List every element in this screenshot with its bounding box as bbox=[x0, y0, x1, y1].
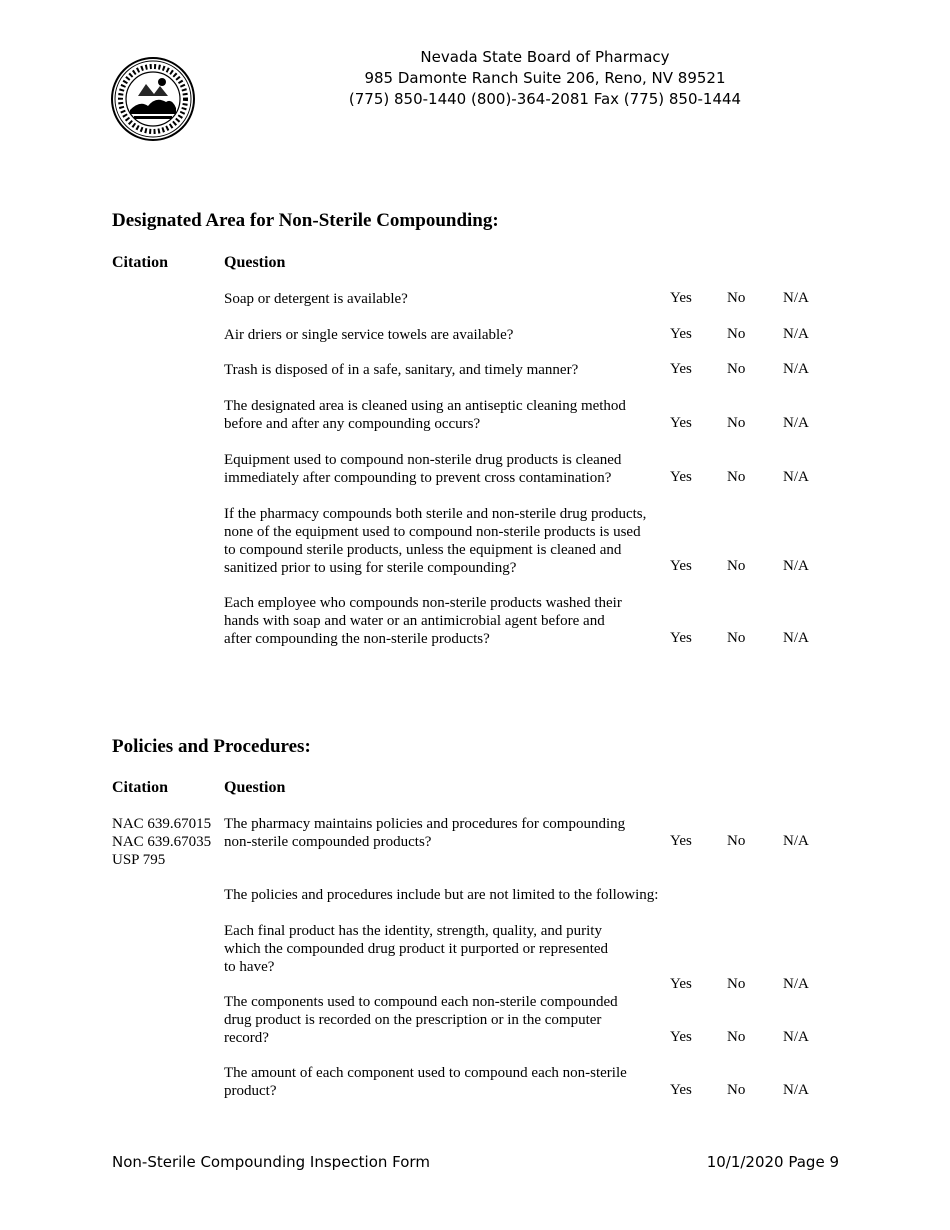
policies-intro-text: The policies and procedures include but are not limited to the following: bbox=[224, 887, 659, 903]
question-text: Each final product has the identity, strength, quality, and purity which the compounded drug product it purported or represented to have? bbox=[224, 923, 609, 975]
citation-header: Citation bbox=[112, 779, 168, 796]
question-header: Question bbox=[224, 254, 286, 271]
yes-option[interactable]: Yes bbox=[670, 290, 692, 306]
board-address: 985 Damonte Ranch Suite 206, Reno, NV 89521 bbox=[364, 69, 726, 87]
board-phones: (775) 850-1440 (800)-364-2081 Fax (775) 850-1444 bbox=[348, 90, 742, 108]
question-header: Question bbox=[224, 779, 286, 796]
yes-option[interactable]: Yes bbox=[670, 558, 692, 574]
yes-option[interactable]: Yes bbox=[670, 326, 692, 342]
yes-option[interactable]: Yes bbox=[670, 1082, 692, 1098]
question-text: The pharmacy maintains policies and procedures for compounding non-sterile compounded products? bbox=[224, 816, 626, 850]
no-option[interactable]: No bbox=[727, 558, 746, 574]
question-text: The designated area is cleaned using an antiseptic cleaning method before and after any compounding occurs? bbox=[224, 398, 626, 432]
no-option[interactable]: No bbox=[727, 833, 746, 849]
yes-option[interactable]: Yes bbox=[670, 1029, 692, 1045]
no-option[interactable]: No bbox=[727, 415, 746, 431]
letterhead bbox=[250, 47, 840, 110]
footer-form-name: Non-Sterile Compounding Inspection Form bbox=[112, 1153, 430, 1171]
question-text: The amount of each component used to compound each non-sterile product? bbox=[224, 1065, 627, 1099]
no-option[interactable]: No bbox=[727, 326, 746, 342]
board-name: Nevada State Board of Pharmacy bbox=[420, 48, 670, 66]
citation-header: Citation bbox=[112, 254, 168, 271]
no-option[interactable]: No bbox=[727, 1082, 746, 1098]
state-seal-logo bbox=[110, 56, 196, 142]
yes-option[interactable]: Yes bbox=[670, 361, 692, 377]
na-option[interactable]: N/A bbox=[783, 558, 809, 574]
na-option[interactable]: N/A bbox=[783, 361, 809, 377]
question-text: Trash is disposed of in a safe, sanitary, and timely manner? bbox=[224, 362, 579, 378]
section-title-policies: Policies and Procedures: bbox=[112, 736, 311, 757]
citation-text: NAC 639.67015 NAC 639.67035 USP 795 bbox=[112, 816, 212, 868]
yes-option[interactable]: Yes bbox=[670, 976, 692, 992]
question-text: Each employee who compounds non-sterile products washed their hands with soap and water or an antimicrobial agent before and after compounding the non-sterile products? bbox=[224, 595, 622, 647]
no-option[interactable]: No bbox=[727, 1029, 746, 1045]
no-option[interactable]: No bbox=[727, 469, 746, 485]
no-option[interactable]: No bbox=[727, 290, 746, 306]
na-option[interactable]: N/A bbox=[783, 415, 809, 431]
na-option[interactable]: N/A bbox=[783, 976, 809, 992]
no-option[interactable]: No bbox=[727, 361, 746, 377]
na-option[interactable]: N/A bbox=[783, 326, 809, 342]
yes-option[interactable]: Yes bbox=[670, 833, 692, 849]
question-text: If the pharmacy compounds both sterile and non-sterile drug products, none of the equipment used to compound non-sterile products is used to compound sterile products, unless the equipment is cleaned and sanitized prior to using for sterile compounding? bbox=[224, 506, 647, 576]
no-option[interactable]: No bbox=[727, 630, 746, 646]
question-text: Air driers or single service towels are available? bbox=[224, 327, 514, 343]
yes-option[interactable]: Yes bbox=[670, 469, 692, 485]
footer-date-page: 10/1/2020 Page 9 bbox=[706, 1153, 839, 1171]
na-option[interactable]: N/A bbox=[783, 290, 809, 306]
yes-option[interactable]: Yes bbox=[670, 630, 692, 646]
na-option[interactable]: N/A bbox=[783, 1082, 809, 1098]
section-title-designated-area: Designated Area for Non-Sterile Compounding: bbox=[112, 210, 499, 231]
na-option[interactable]: N/A bbox=[783, 630, 809, 646]
question-text: Equipment used to compound non-sterile drug products is cleaned immediately after compounding to prevent cross contamination? bbox=[224, 452, 622, 486]
no-option[interactable]: No bbox=[727, 976, 746, 992]
yes-option[interactable]: Yes bbox=[670, 415, 692, 431]
na-option[interactable]: N/A bbox=[783, 1029, 809, 1045]
question-text: Soap or detergent is available? bbox=[224, 291, 408, 307]
na-option[interactable]: N/A bbox=[783, 833, 809, 849]
question-text: The components used to compound each non-sterile compounded drug product is recorded on the prescription or in the computer record? bbox=[224, 994, 618, 1046]
na-option[interactable]: N/A bbox=[783, 469, 809, 485]
